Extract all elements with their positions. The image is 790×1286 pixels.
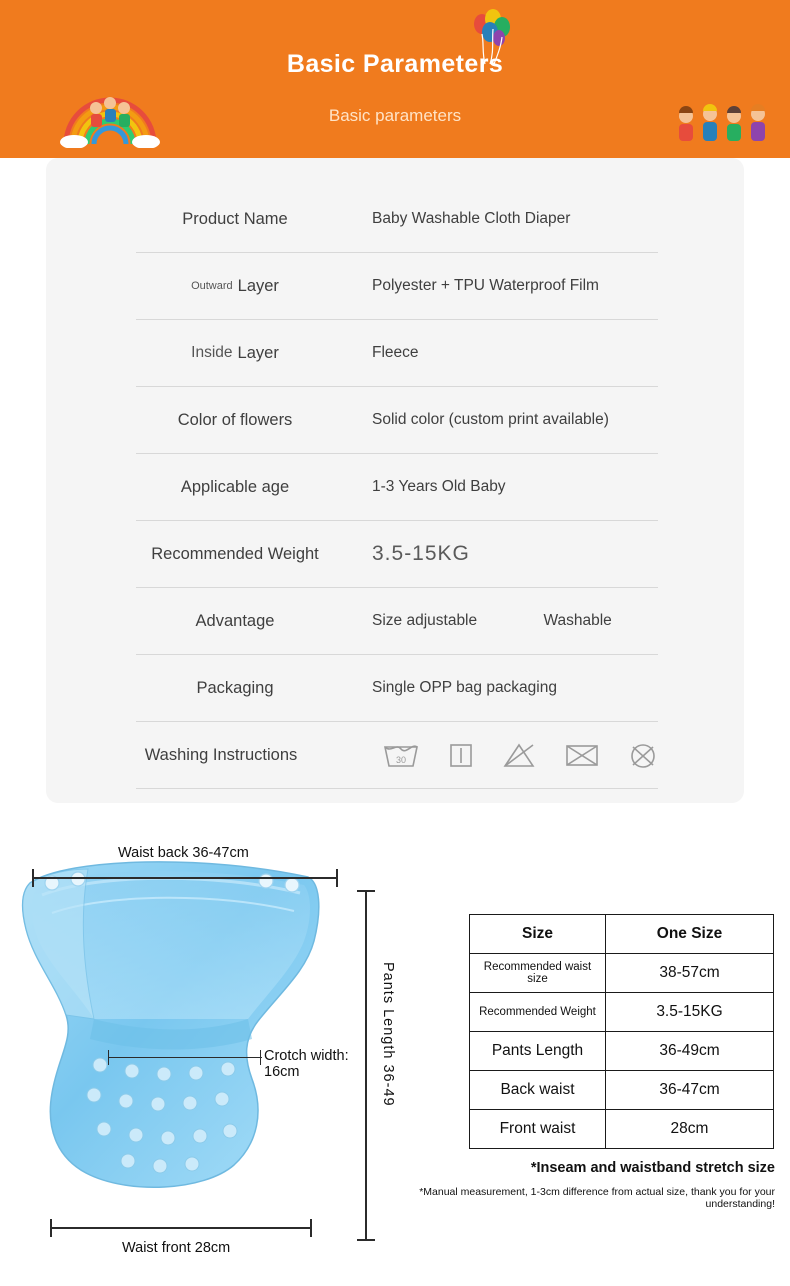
advantage-2: Washable [543,612,612,629]
spec-row [136,253,658,320]
spec-row [136,588,658,655]
spec-label [136,612,334,631]
size-table-key: Recommended Weight [470,993,606,1032]
spec-label [136,478,334,497]
svg-text:30: 30 [395,755,407,765]
spec-row [136,186,658,253]
spec-label-prefix: Outward [191,280,233,292]
size-table-key: Pants Length [470,1032,606,1071]
spec-card [46,158,744,803]
dimension-line-crotch [108,1057,262,1058]
spec-row [136,387,658,454]
dimension-tick [32,869,34,887]
table-row [470,1032,774,1071]
spec-value: Single OPP bag packaging [372,679,557,696]
page-header [0,0,790,158]
spec-label-text: Layer [237,343,279,362]
spec-label [136,210,334,229]
spec-label-text: Color of flowers [177,410,293,429]
spec-label [136,746,306,765]
table-row [470,954,774,993]
page-title: Basic Parameters [286,50,504,78]
label-pants-length: Pants Length 36-49 [380,962,396,1107]
advantage-1: Size adjustable [372,612,478,629]
wash-icon-row [344,741,658,769]
spec-label-text: Applicable age [180,477,290,496]
label-waist-back: Waist back 36-47cm [118,845,249,861]
size-table-value: 3.5-15KG [606,993,774,1032]
do-not-bleach-icon [502,741,536,769]
spec-value: Baby Washable Cloth Diaper [372,210,571,227]
spec-label-text: Washing Instructions [144,745,298,764]
table-row [470,1071,774,1110]
spec-label [136,344,334,363]
diaper-product-image [8,843,348,1228]
tumble-dry-icon [448,741,474,769]
size-table [469,914,774,1149]
spec-label-prefix: Inside [191,344,233,361]
spec-value: 3.5-15KG [372,542,470,565]
spec-label-text: Recommended Weight [151,544,319,563]
spec-value: 1-3 Years Old Baby [372,478,506,495]
dimension-tick [357,890,375,892]
size-table-value: One Size [606,915,774,954]
table-row [470,993,774,1032]
spec-label-text: Layer [237,276,279,295]
label-waist-front: Waist front 28cm [122,1240,231,1256]
dimension-tick [310,1219,312,1237]
size-table-key: Back waist [470,1071,606,1110]
spec-row [136,454,658,521]
spec-label-text: Packaging [196,678,274,697]
do-not-tumble-dry-icon [564,741,600,769]
table-row [470,915,774,954]
label-crotch-width: Crotch width: 16cm [264,1048,349,1080]
size-table-value: 38-57cm [606,954,774,993]
spec-table [136,186,658,789]
spec-label [136,411,334,430]
spec-row [136,722,658,789]
size-table-key: Size [470,915,606,954]
dimension-line-waist-back [32,877,338,879]
spec-label [136,277,334,296]
spec-label-text: Advantage [195,611,275,630]
spec-row [136,655,658,722]
page-subtitle: Basic parameters [328,106,462,125]
spec-value: Solid color (custom print available) [372,411,609,428]
size-table-key: Front waist [470,1110,606,1149]
wash-30-degrees-icon [382,741,420,769]
spec-label [136,545,334,564]
spec-row [136,521,658,588]
spec-label-text: Product Name [182,209,288,228]
spec-label [136,679,334,698]
dimension-tick [108,1050,109,1065]
spec-value [306,741,658,769]
spec-value [334,612,658,630]
note-stretch-size: *Inseam and waistband stretch size [530,1160,775,1176]
dimension-line-waist-front [50,1227,312,1229]
do-not-dry-clean-icon [628,741,658,769]
spec-value: Fleece [372,344,419,361]
size-table-value: 28cm [606,1110,774,1149]
size-table-value: 36-47cm [606,1071,774,1110]
size-table-value: 36-49cm [606,1032,774,1071]
spec-value: Polyester + TPU Waterproof Film [372,277,599,294]
dimension-tick [260,1050,261,1065]
dimension-tick [357,1239,375,1241]
table-row [470,1110,774,1149]
dimension-tick [336,869,338,887]
dimension-tick [50,1219,52,1237]
spec-row [136,320,658,387]
size-table-key: Recommended waist size [470,954,606,993]
note-manual-measurement: *Manual measurement, 1-3cm difference from actual size, thank you for your understanding! [419,1186,775,1210]
